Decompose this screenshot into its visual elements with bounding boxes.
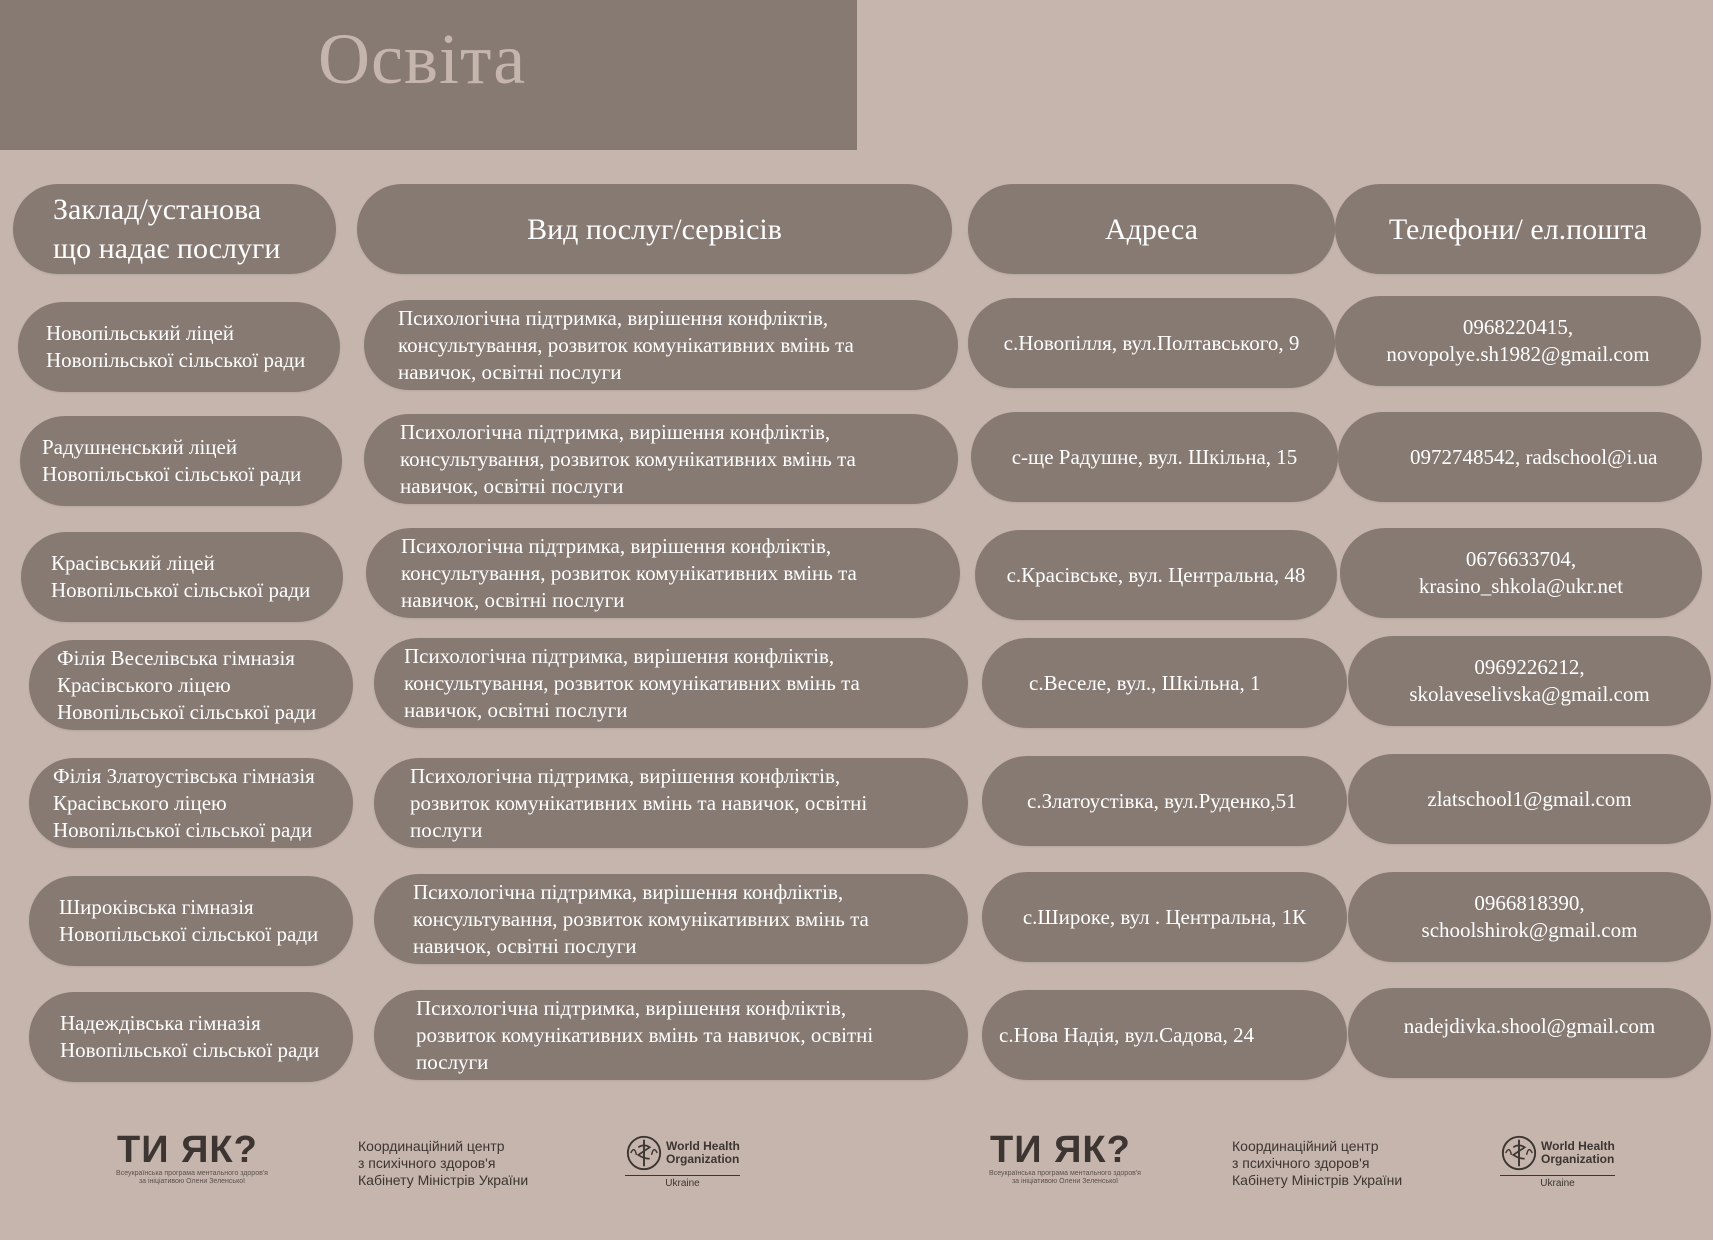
row-3-address: с.Красівське, вул. Центральна, 48 bbox=[975, 530, 1337, 620]
tiyak-logo bbox=[97, 1130, 287, 1186]
coordination-center-logo: Координаційний центр з психічного здоров'я Кабінету Міністрів України bbox=[358, 1138, 529, 1188]
tiyak-logo-subtitle: Всеукраїнська програма ментального здоров'я за ініціативою Олени Зеленської bbox=[116, 1170, 268, 1185]
row-2-institution: Радушненський ліцей Новопільської сільської ради bbox=[20, 416, 342, 506]
row-4-institution: Філія Веселівська гімназія Красівського ліцею Новопільської сільської ради bbox=[29, 640, 353, 730]
row-5-address: с.Златоустівка, вул.Руденко,51 bbox=[982, 756, 1347, 846]
coordination-center-logo-2: Координаційний центр з психічного здоров'я Кабінету Міністрів України bbox=[1232, 1138, 1403, 1188]
tiyak-logo-subtitle-2: Всеукраїнська програма ментального здоров'я за ініціативою Олени Зеленської bbox=[989, 1170, 1141, 1185]
row-2-contacts: 0972748542, radschool@i.ua bbox=[1338, 412, 1702, 502]
row-4-services: Психологічна підтримка, вирішення конфліктів, консультування, розвиток комунікативних вмінь та навичок, освітні послуги bbox=[374, 638, 968, 728]
row-1-contacts: 0968220415, novopolye.sh1982@gmail.com bbox=[1335, 296, 1701, 386]
tiyak-logo-name-2: ТИ ЯК? bbox=[990, 1129, 1131, 1171]
page-title: Освіта bbox=[318, 19, 527, 99]
row-3-contacts: 0676633704, krasino_shkola@ukr.net bbox=[1340, 528, 1702, 618]
row-6-address: с.Широке, вул . Центральна, 1К bbox=[982, 872, 1347, 962]
row-4-address: с.Веселе, вул., Шкільна, 1 bbox=[982, 638, 1347, 728]
row-5-institution: Філія Златоустівська гімназія Красівського ліцею Новопільської сільської ради bbox=[29, 758, 353, 848]
who-logo-name-2: World Health Organization bbox=[1541, 1139, 1615, 1166]
tiyak-logo-name: ТИ ЯК? bbox=[117, 1129, 258, 1171]
header-services: Вид послуг/сервісів bbox=[357, 184, 952, 274]
row-7-services: Психологічна підтримка, вирішення конфліктів, розвиток комунікативних вмінь та навичок, освітні послуги bbox=[374, 990, 968, 1080]
who-logo-country-2: Ukraine bbox=[1500, 1175, 1615, 1189]
row-2-services: Психологічна підтримка, вирішення конфліктів, консультування, розвиток комунікативних вмінь та навичок, освітні послуги bbox=[364, 414, 958, 504]
row-6-institution: Широківська гімназія Новопільської сільської ради bbox=[29, 876, 353, 966]
header-address: Адреса bbox=[968, 184, 1335, 274]
who-logo-name: World Health Organization bbox=[666, 1139, 740, 1166]
who-logo-country: Ukraine bbox=[625, 1175, 740, 1189]
row-5-services: Психологічна підтримка, вирішення конфліктів, розвиток комунікативних вмінь та навичок, освітні послуги bbox=[374, 758, 968, 848]
row-4-contacts: 0969226212, skolaveselivska@gmail.com bbox=[1348, 636, 1711, 726]
row-7-institution: Надеждівська гімназія Новопільської сільської ради bbox=[29, 992, 353, 1082]
row-3-institution: Красівський ліцей Новопільської сільської ради bbox=[21, 532, 343, 622]
row-1-address: с.Новопілля, вул.Полтавського, 9 bbox=[968, 298, 1335, 388]
row-3-services: Психологічна підтримка, вирішення конфліктів, консультування, розвиток комунікативних вмінь та навичок, освітні послуги bbox=[366, 528, 960, 618]
who-emblem-icon bbox=[625, 1134, 663, 1172]
row-6-contacts: 0966818390, schoolshirok@gmail.com bbox=[1348, 872, 1711, 962]
header-institution: Заклад/установа що надає послуги bbox=[13, 184, 336, 274]
row-7-address: с.Нова Надія, вул.Садова, 24 bbox=[982, 990, 1347, 1080]
who-logo bbox=[625, 1134, 740, 1189]
who-logo-2 bbox=[1500, 1134, 1615, 1189]
row-6-services: Психологічна підтримка, вирішення конфліктів, консультування, розвиток комунікативних вмінь та навичок, освітні послуги bbox=[374, 874, 968, 964]
row-7-contacts: nadejdivka.shool@gmail.com bbox=[1348, 988, 1711, 1078]
row-2-address: с-ще Радушне, вул. Шкільна, 15 bbox=[971, 412, 1338, 502]
header-contacts: Телефони/ ел.пошта bbox=[1335, 184, 1701, 274]
row-1-services: Психологічна підтримка, вирішення конфліктів, консультування, розвиток комунікативних вмінь та навичок, освітні послуги bbox=[364, 300, 958, 390]
row-1-institution: Новопільський ліцей Новопільської сільської ради bbox=[18, 302, 340, 392]
who-emblem-icon-2 bbox=[1500, 1134, 1538, 1172]
tiyak-logo-2 bbox=[970, 1130, 1160, 1186]
row-5-contacts: zlatschool1@gmail.com bbox=[1348, 754, 1711, 844]
